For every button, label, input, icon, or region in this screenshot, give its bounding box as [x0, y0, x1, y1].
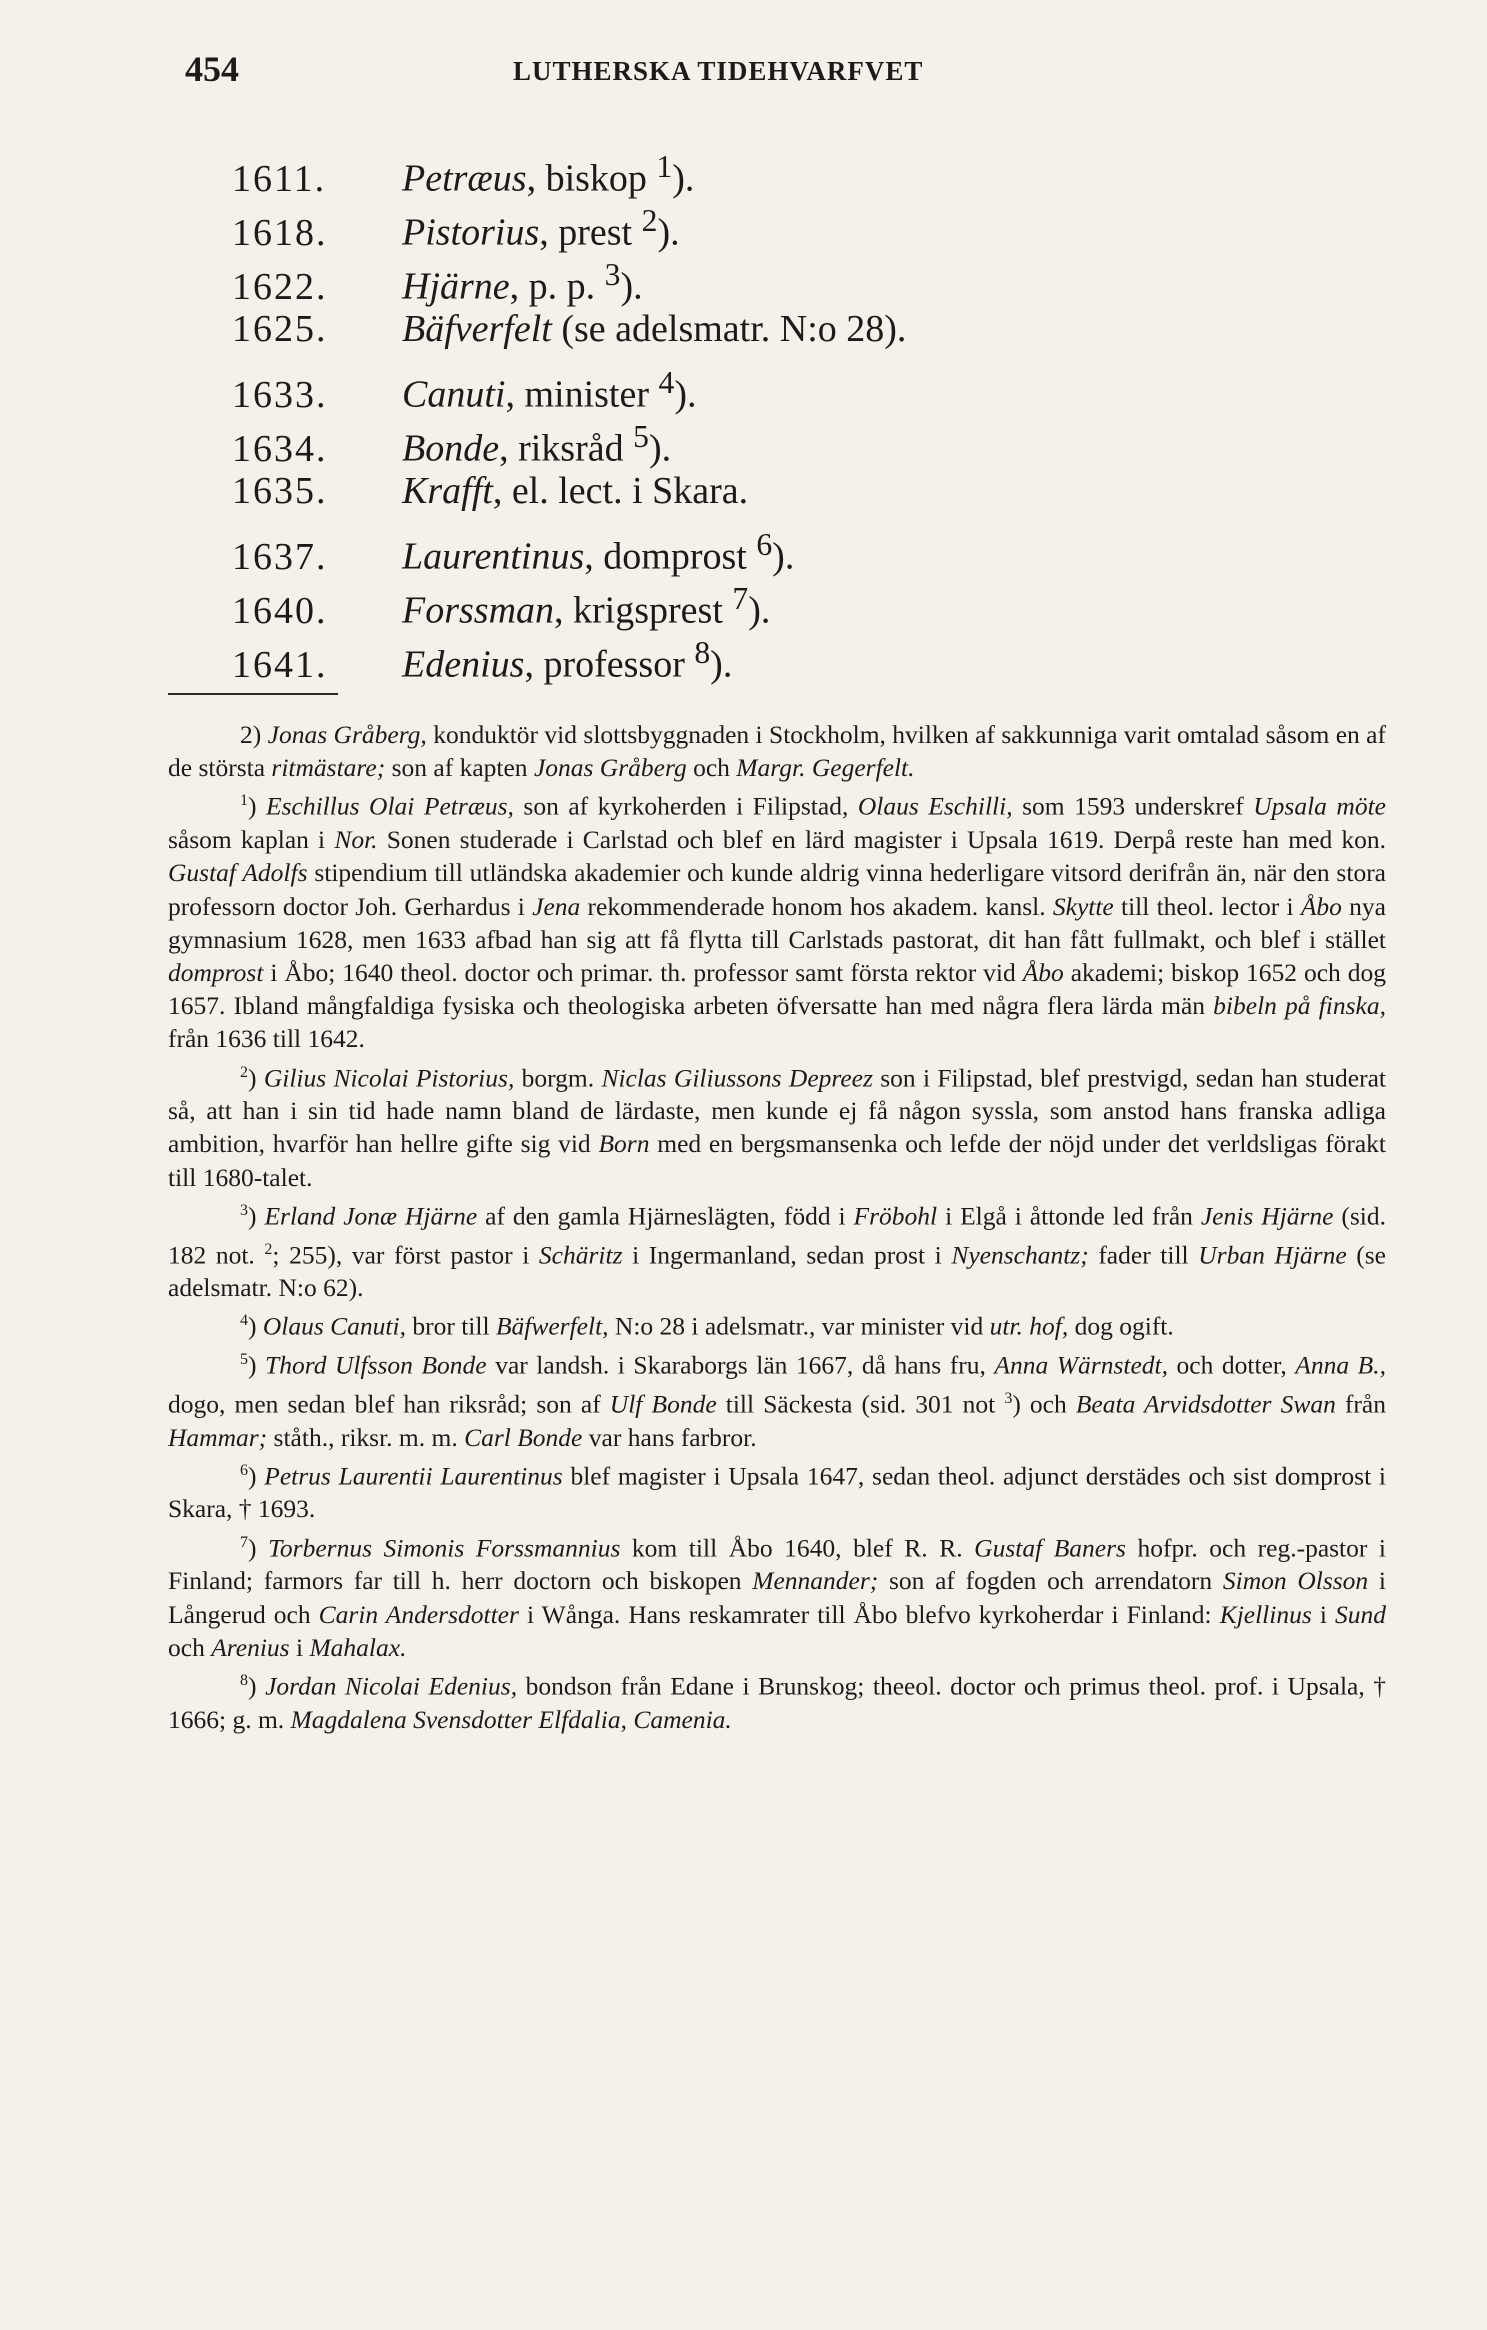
- entry-year: 1640.: [232, 589, 328, 632]
- entry-name: Edenius: [402, 643, 525, 686]
- note-name: Carin Andersdotter: [318, 1599, 519, 1629]
- note-name: Upsala möte: [1253, 791, 1387, 821]
- footnote-ref: 4: [658, 365, 675, 400]
- entry-year: 1633.: [232, 373, 328, 416]
- entry-name: Forssman: [402, 589, 555, 632]
- list-item: [232, 356, 1232, 416]
- note-text: med en bergsmansenka och lefde der nöjd under det verldsligas förakt till 1680-talet.: [168, 1129, 1386, 1192]
- note-text: i Långerud och: [168, 1566, 1386, 1629]
- entry-text: , riksråd: [499, 427, 634, 470]
- note-text: bror till: [405, 1311, 496, 1341]
- entry-text: , domprost: [584, 535, 757, 578]
- note-text: borgm.: [514, 1063, 602, 1093]
- footnote-item: [168, 1194, 1386, 1305]
- footnote-item: [168, 784, 1386, 1055]
- note-name: Hammar;: [168, 1422, 268, 1452]
- note-name: Born: [598, 1129, 650, 1159]
- note-text: i Ingermanland, sedan prost i: [622, 1240, 952, 1270]
- footnote-mark: 1: [240, 792, 248, 810]
- note-name: Eschillus Olai Petræus,: [266, 791, 514, 821]
- footnote-mark-close: ): [248, 1201, 257, 1231]
- footnote-mark: 4: [240, 1312, 248, 1330]
- footnote-ref: 3: [1004, 1389, 1013, 1407]
- footnote-mark-close: ): [248, 1350, 257, 1380]
- note-name: Olaus Canuti,: [262, 1311, 406, 1341]
- note-text: bondson från Edane i Brunskog; theeol. doctor och primus theol. prof. i Upsala, † 1666; g. m.: [168, 1671, 1387, 1734]
- entry-name: Bäfverfelt: [402, 308, 552, 350]
- footnote-item: [168, 718, 1386, 784]
- footnote-mark: 2): [240, 720, 262, 749]
- entry-text: , biskop: [526, 157, 657, 200]
- entry-name: Pistorius: [402, 211, 540, 254]
- note-text: konduktör vid slottsbyggnaden i Stockholm, hvilken af sakkunniga varit omtalad såsom en af de största: [168, 720, 1386, 783]
- entry-end: ).: [674, 373, 697, 416]
- note-name: Olaus Eschilli,: [857, 791, 1013, 821]
- note-name: Anna Wärnstedt,: [994, 1350, 1168, 1380]
- footnote-ref: 7: [732, 581, 749, 616]
- footnote-ref: 5: [633, 419, 649, 454]
- note-text: son af kapten: [385, 753, 534, 783]
- entry-year: 1641.: [232, 643, 328, 686]
- footnote-mark: 6: [240, 1461, 248, 1479]
- entry-end: ).: [648, 427, 672, 470]
- chronological-list: [232, 140, 1232, 686]
- footnote-mark-close: ): [248, 791, 257, 821]
- note-text: hofpr. och reg.-pastor i Finland; farmors far till h. herr doctorn och biskopen: [168, 1533, 1387, 1596]
- note-text: stipendium till utländska akademier och kunde aldrig vinna hederligare vitsord derifrån än, när den stora professorn doctor Joh. Gerhardus i: [168, 858, 1387, 921]
- note-name: Jena: [532, 891, 581, 921]
- note-name: Jordan Nicolai Edenius,: [265, 1671, 518, 1701]
- note-text: ; 255), var först pastor i: [272, 1240, 539, 1270]
- note-text: af den gamla Hjärneslägten, född i: [477, 1201, 854, 1231]
- note-name: Sund: [1335, 1599, 1386, 1629]
- footnote-ref: 2: [641, 203, 658, 238]
- note-name: Margr. Gegerfelt.: [736, 753, 915, 783]
- list-item: [232, 140, 1232, 200]
- entry-name: Hjärne: [402, 265, 510, 308]
- note-name: Carl Bonde: [464, 1422, 583, 1452]
- list-item: [232, 410, 1232, 470]
- entry-end: ).: [620, 265, 643, 308]
- note-text: såsom kaplan i: [168, 825, 335, 855]
- note-text: Sonen studerade i Carlstad och blef en lärd magister i Upsala 1619. Derpå reste han med kon.: [377, 825, 1387, 855]
- footnote-ref: 2: [264, 1240, 273, 1258]
- note-name: Schäritz: [538, 1240, 623, 1270]
- note-text: (se adelsmatr. N:o 62).: [168, 1240, 1387, 1303]
- note-name: domprost: [168, 957, 264, 987]
- entry-year: 1634.: [232, 427, 328, 470]
- note-text: ) och: [1012, 1389, 1076, 1419]
- note-text: till theol. lector i: [1113, 891, 1301, 921]
- footnote-divider: [168, 693, 338, 695]
- entry-text: , p. p.: [509, 265, 605, 308]
- footnote-ref: 1: [656, 149, 673, 184]
- note-name: Jonas Gråberg: [533, 753, 687, 783]
- note-name: bibeln på finska,: [1213, 991, 1386, 1021]
- note-name: Mennander;: [752, 1566, 879, 1596]
- note-text: son i Filipstad, blef prestvigd, sedan han studerat så, att han i sin tid hade namn bland de lärdaste, men kunde ej få någon syssla, som anstod hans franska adliga ambition, hvarför han hellre gifte sig vid: [168, 1063, 1387, 1159]
- note-text: som 1593 underskref: [1012, 791, 1254, 821]
- note-name: Nor.: [334, 825, 378, 855]
- footnote-mark-close: ): [248, 1063, 257, 1093]
- note-name: Gustaf Baners: [974, 1533, 1126, 1563]
- note-name: ritmästare;: [271, 753, 386, 783]
- note-text: i Wånga. Hans reskamrater till Åbo blefvo kyrkoherdar i Finland:: [518, 1599, 1220, 1629]
- list-item: [232, 248, 1232, 308]
- page-header: [185, 48, 1085, 94]
- note-name: Niclas Giliussons Depreez: [601, 1063, 873, 1093]
- running-title: LUTHERSKA TIDEHVARFVET: [513, 56, 924, 86]
- footnote-ref: 8: [694, 635, 711, 670]
- note-name: Torbernus Simonis Forssmannius: [268, 1533, 621, 1563]
- footnote-mark: 2: [240, 1063, 248, 1081]
- note-name: Beata Arvidsdotter Swan: [1075, 1389, 1336, 1419]
- footnote-item: [168, 1343, 1386, 1454]
- entry-text: , professor: [524, 643, 695, 686]
- footnote-mark-close: ): [248, 1311, 257, 1341]
- entry-end: ).: [672, 157, 695, 200]
- note-text: var hans farbror.: [582, 1422, 757, 1452]
- note-text: nya gymnasium 1628, men 1633 afbad han sig att få flytta till Carlstads pastorat, dit han fått fullmakt, och blef i stället: [168, 891, 1386, 954]
- footnote-item: [168, 1056, 1386, 1194]
- entry-name: Petræus: [402, 157, 527, 200]
- note-name: Gustaf Adolfs: [168, 858, 308, 888]
- entry-year: 1622.: [232, 265, 328, 308]
- note-name: Mahalax.: [309, 1632, 407, 1662]
- footnotes: [168, 718, 1386, 1736]
- footnote-mark: 8: [240, 1671, 248, 1689]
- footnote-item: [168, 1526, 1386, 1664]
- entry-end: ).: [772, 535, 795, 578]
- entry-name: Bonde: [402, 427, 500, 470]
- entry-name: Canuti: [402, 373, 506, 416]
- note-text: var landsh. i Skaraborgs län 1667, då hans fru,: [486, 1350, 995, 1380]
- note-name: Kjellinus: [1219, 1599, 1312, 1629]
- entry-end: ).: [748, 589, 771, 632]
- note-text: dogo, men sedan blef han riksråd; son af: [168, 1389, 610, 1419]
- note-name: Jonas Gråberg,: [267, 720, 427, 749]
- note-name: Simon Olsson: [1222, 1566, 1369, 1596]
- list-item: [232, 464, 1232, 518]
- note-name: Anna B.,: [1295, 1350, 1386, 1380]
- note-name: Nyenschantz;: [951, 1240, 1089, 1270]
- footnote-mark-close: ): [248, 1461, 257, 1491]
- footnote-item: [168, 1304, 1386, 1343]
- entry-name: Laurentinus: [402, 535, 585, 578]
- note-text: och: [686, 753, 737, 783]
- footnote-item: [168, 1664, 1386, 1736]
- note-text: N:o 28 i adelsmatr., var minister vid: [608, 1311, 990, 1341]
- entry-year: 1625.: [232, 308, 328, 350]
- footnote-item: [168, 1454, 1386, 1526]
- footnote-ref: 6: [756, 527, 773, 562]
- footnote-mark-close: ): [248, 1671, 257, 1701]
- note-name: utr. hof,: [989, 1311, 1069, 1341]
- entry-text: , minister: [505, 373, 659, 416]
- note-name: Åbo: [1300, 891, 1342, 921]
- entry-text: , krigsprest: [554, 589, 733, 632]
- note-text: dog ogift.: [1068, 1311, 1174, 1341]
- note-name: Magdalena Svensdotter Elfdalia, Camenia.: [290, 1704, 732, 1734]
- entry-year: 1635.: [232, 470, 328, 512]
- note-text: i: [289, 1632, 310, 1662]
- note-text: i Elgå i åttonde led från: [937, 1201, 1201, 1231]
- note-text: ståth., riksr. m. m.: [267, 1422, 465, 1452]
- page-number: 454: [185, 49, 239, 89]
- note-text: kom till Åbo 1640, blef R. R.: [620, 1533, 975, 1563]
- note-name: Bäfwerfelt,: [495, 1311, 609, 1341]
- note-name: Åbo: [1022, 957, 1064, 987]
- entry-name: Krafft: [402, 470, 493, 512]
- entry-year: 1618.: [232, 211, 328, 254]
- note-text: från 1636 till 1642.: [168, 1024, 365, 1054]
- footnote-mark: 5: [240, 1351, 248, 1369]
- note-text: i: [1311, 1599, 1335, 1629]
- note-text: från: [1335, 1389, 1386, 1419]
- list-item: [232, 572, 1232, 632]
- note-text: rekommenderade honom hos akadem. kansl.: [580, 891, 1053, 921]
- entry-year: 1637.: [232, 535, 328, 578]
- footnote-ref: 3: [604, 257, 621, 292]
- note-name: Skytte: [1052, 891, 1114, 921]
- list-item: [232, 194, 1232, 254]
- note-text: i Åbo; 1640 theol. doctor och primar. th. professor samt första rektor vid: [263, 957, 1023, 987]
- note-text: akademi; biskop 1652 och dog 1657. Ibland mångfaldiga fysiska och theologiska arbeten öfversatte han med några flera lärda män: [168, 957, 1386, 1021]
- entry-end: ).: [657, 211, 680, 254]
- note-name: Petrus Laurentii Laurentinus: [264, 1461, 563, 1491]
- note-text: (sid. 182 not.: [168, 1201, 1386, 1270]
- list-item: [232, 626, 1232, 686]
- note-name: Arenius: [211, 1632, 290, 1662]
- entry-text: (se adelsmatr. N:o 28).: [551, 308, 907, 350]
- entry-text: , prest: [539, 211, 642, 254]
- note-name: Ulf Bonde: [609, 1389, 717, 1419]
- note-text: och dotter,: [1168, 1350, 1296, 1380]
- note-text: och: [168, 1632, 212, 1662]
- entry-end: ).: [710, 643, 733, 686]
- note-name: Urban Hjärne: [1198, 1240, 1347, 1270]
- note-text: till Säckesta (sid. 301 not: [716, 1389, 1005, 1419]
- note-name: Fröbohl: [853, 1201, 938, 1231]
- note-name: Erland Jonæ Hjärne: [264, 1201, 478, 1231]
- footnote-mark-close: ): [248, 1533, 257, 1563]
- list-item: [232, 518, 1232, 578]
- note-text: fader till: [1088, 1240, 1199, 1270]
- note-name: Gilius Nicolai Pistorius,: [263, 1063, 515, 1093]
- note-name: Jenis Hjärne: [1200, 1201, 1334, 1231]
- footnote-mark: 7: [240, 1533, 248, 1551]
- footnote-mark: 3: [240, 1201, 248, 1219]
- note-text: son af fogden och arrendatorn: [878, 1566, 1223, 1596]
- entry-year: 1611.: [232, 157, 327, 200]
- entry-text: , el. lect. i Skara.: [492, 470, 749, 512]
- note-text: blef magister i Upsala 1647, sedan theol. adjunct derstädes och sist domprost i Skara, † 1693.: [168, 1461, 1386, 1524]
- note-text: son af kyrkoherden i Filipstad,: [513, 791, 858, 821]
- list-item: [232, 302, 1232, 356]
- note-name: Thord Ulfsson Bonde: [265, 1350, 487, 1380]
